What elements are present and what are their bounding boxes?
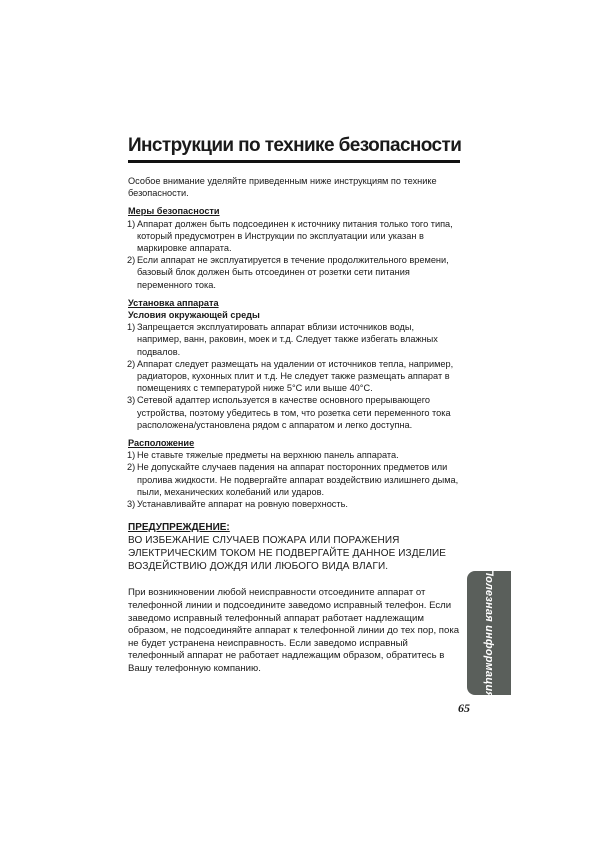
main-content	[128, 175, 460, 676]
list-item	[128, 321, 460, 358]
section-heading-safety: Меры безопасности	[128, 206, 220, 217]
installation-list	[128, 321, 460, 431]
item-text: Запрещается эксплуатировать аппарат вблизи источников воды, например, ванн, раковин, моек и т.д. Следует также избегать влажных подвалов.	[137, 322, 438, 357]
location-list	[128, 449, 460, 510]
item-number: 2)	[127, 358, 136, 369]
section-heading-installation: Установка аппарата	[128, 297, 219, 308]
item-number: 1)	[127, 322, 136, 333]
list-item	[128, 394, 460, 431]
troubleshooting-paragraph: При возникновении любой неисправности отсоедините аппарат от телефонной линии и подсоедините заведомо исправный телефон. Если заведомо исправный телефонный аппарат работает надлежащим образом, не подсоединяйте аппарат к телефонной линии до тех пор, пока не будет устранена неисправность. Если заведомо исправный телефонный аппарат не работает надлежащим образом, обратитесь в Вашу телефонную компанию.	[128, 587, 460, 675]
item-text: Если аппарат не эксплуатируется в течение продолжительного времени, базовый блок должен быть отсоединен от розетки сети питания переменного тока.	[137, 255, 449, 290]
item-number: 2)	[127, 255, 136, 266]
side-tab-label-wrap	[467, 567, 511, 699]
list-item	[128, 254, 460, 291]
list-item	[128, 449, 460, 461]
section-heading-location: Расположение	[128, 438, 195, 449]
intro-paragraph: Особое внимание уделяйте приведенным ниже инструкциям по технике безопасности.	[128, 176, 437, 199]
list-item	[128, 358, 460, 395]
subheading-environment: Условия окружающей среды	[128, 310, 260, 321]
side-tab-label: Полезная информация	[483, 567, 495, 699]
list-item	[128, 498, 460, 510]
item-text: Устанавливайте аппарат на ровную поверхность.	[137, 499, 348, 510]
title-underline	[128, 160, 460, 163]
item-text: Не ставьте тяжелые предметы на верхнюю панель аппарата.	[137, 450, 399, 461]
warning-heading: ПРЕДУПРЕЖДЕНИЕ:	[128, 522, 230, 534]
item-number: 1)	[127, 218, 136, 229]
item-text: Сетевой адаптер используется в качестве основного прерывающего устройства, поэтому убедитесь в том, что розетка сети переменного тока расположена/установлена рядом с аппаратом и легко доступна.	[137, 395, 451, 430]
item-number: 1)	[127, 450, 136, 461]
safety-list	[128, 218, 460, 291]
page-title: Инструкции по технике безопасности	[128, 135, 462, 156]
item-number: 2)	[127, 462, 136, 473]
warning-text: ВО ИЗБЕЖАНИЕ СЛУЧАЕВ ПОЖАРА ИЛИ ПОРАЖЕНИЯ ЭЛЕКТРИЧЕСКИМ ТОКОМ НЕ ПОДВЕРГАЙТЕ ДАННОЕ ИЗДЕЛИЕ ВОЗДЕЙСТВИЮ ДОЖДЯ ИЛИ ЛЮБОГО ВИДА ВЛАГИ.	[128, 535, 447, 573]
item-number: 3)	[127, 395, 136, 406]
list-item	[128, 218, 460, 255]
item-text: Аппарат должен быть подсоединен к источнику питания только того типа, который предусмотрен в Инструкции по эксплуатации или указан в маркировке аппарата.	[137, 218, 453, 254]
list-item	[128, 461, 460, 498]
item-text: Аппарат следует размещать на удалении от источников тепла, например, радиаторов, кухонных плит и т.д. Не следует также размещать аппарат в помещениях с температурой ниже 5°C или выше 40°C.	[137, 358, 454, 394]
page-number: 65	[458, 701, 470, 715]
item-text: Не допускайте случаев падения на аппарат посторонних предметов или пролива жидкости. Не подвергайте аппарат воздействию излишнего дыма, пыли, механических колебаний или ударов.	[137, 462, 459, 497]
item-number: 3)	[127, 499, 136, 510]
